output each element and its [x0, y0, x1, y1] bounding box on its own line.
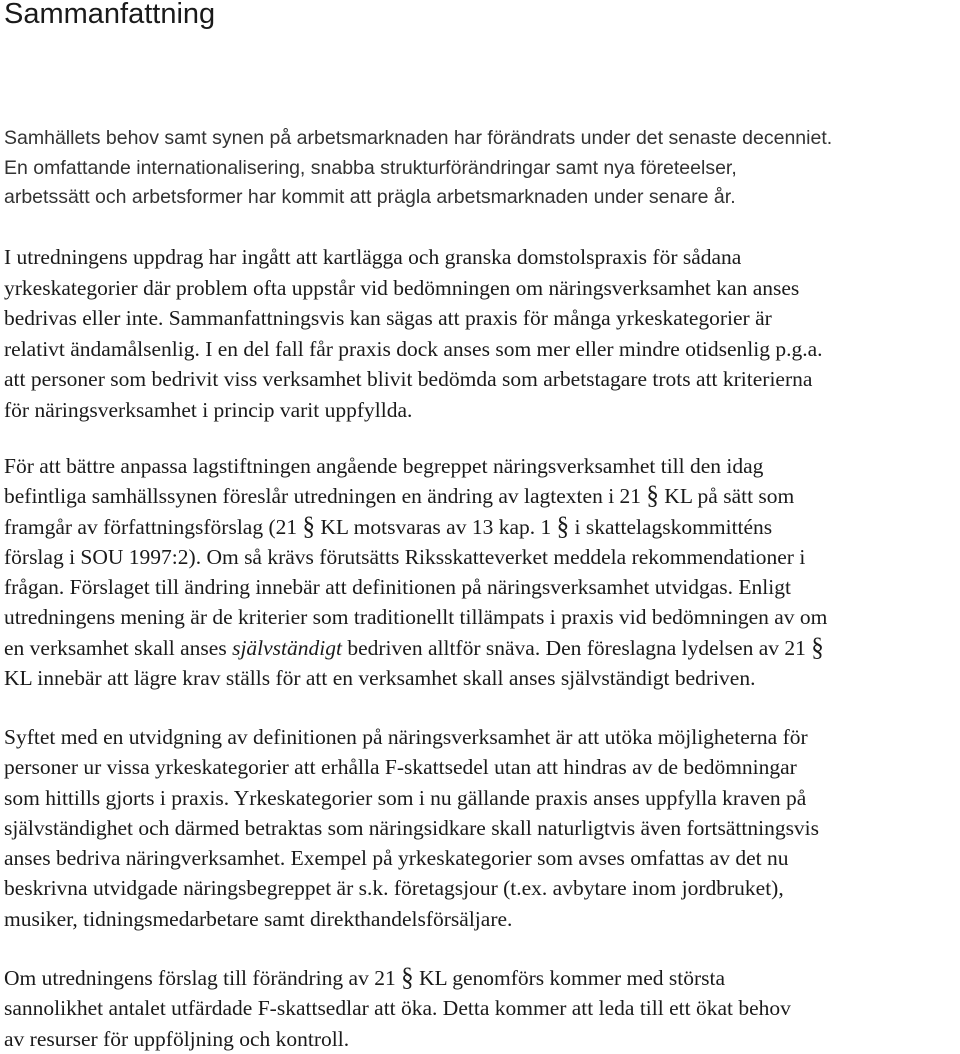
text-line: En omfattande internationalisering, snabba strukturförändringar samt nya företeelser, [4, 156, 737, 179]
section-sign: § [302, 511, 316, 541]
section-sign: § [811, 633, 824, 662]
text-line: för näringsverksamhet i princip varit uppfyllda. [4, 397, 413, 422]
text-line: att personer som bedrivit viss verksamhet blivit bedömda som arbetstagare trots att kriterierna [4, 367, 813, 392]
text-line: musiker, tidningsmedarbetare samt direkthandelsförsäljare. [4, 906, 513, 931]
paragraph-intro [4, 124, 954, 213]
text-line: beskrivna utvidgade näringsbegreppet är s.k. företagsjour (t.ex. avbytare inom jordbruket), [4, 876, 784, 901]
text-line: av resurser för uppföljning och kontroll. [4, 1026, 350, 1051]
text-line: framgår av författningsförslag (21 § KL motsvaras av 13 kap. 1 § i skattelagskommitténs [4, 512, 954, 542]
section-sign: § [646, 481, 659, 510]
text-line: frågan. Förslaget till ändring innebär att definitionen på näringsverksamhet utvidgas. Enligt [4, 575, 791, 600]
text-line: relativt ändamålsenlig. I en del fall får praxis dock anses som mer eller mindre otidsenlig p.g.a. [4, 336, 823, 361]
section-sign: § [401, 963, 414, 992]
text-line: en verksamhet skall anses självständigt bedriven alltför snäva. Den föreslagna lydelsen av 21 § [4, 633, 954, 663]
text-line: sannolikhet antalet utfärdade F-skattsedlar att öka. Detta kommer att leda till ett ökat behov [4, 996, 791, 1021]
text-line: anses bedriva näringverksamhet. Exempel på yrkeskategorier som avses omfattas av det nu [4, 846, 789, 871]
text-line: utredningens mening är de kriterier som traditionellt tillämpats i praxis vid bedömningen av om [4, 605, 828, 630]
paragraph-proposal [4, 451, 954, 693]
text-line: som hittills gjorts i praxis. Yrkeskategorier som i nu gällande praxis anses uppfylla kraven på [4, 785, 807, 810]
text-line: arbetssätt och arbetsformer har kommit att prägla arbetsmarknaden under senare år. [4, 186, 736, 208]
text-line: befintliga samhällssynen föreslår utredningen en ändring av lagtexten i 21 § KL på sätt som [4, 481, 954, 511]
text-line: yrkeskategorier där problem ofta uppstår vid bedömningen om näringsverksamhet kan anses [4, 275, 800, 300]
text-line: självständighet och därmed betraktas som näringsidkare skall naturligtvis även fortsättningsvis [4, 815, 820, 840]
text-line: KL innebär att lägre krav ställs för att en verksamhet skall anses självständigt bedriven. [4, 666, 756, 691]
paragraph-purpose [4, 722, 954, 934]
page-title: Sammanfattning [4, 0, 216, 30]
text-line: Om utredningens förslag till förändring av 21 § KL genomförs kommer med största [4, 963, 954, 993]
text-line: Syftet med en utvidgning av definitionen på näringsverksamhet är att utöka möjligheterna för [4, 725, 808, 749]
text-line: I utredningens uppdrag har ingått att kartlägga och granska domstolspraxis för sådana [4, 245, 742, 269]
paragraph-consequences [4, 963, 954, 1054]
text-line: förslag i SOU 1997:2). Om så krävs förutsätts Riksskatteverket meddela rekommendationer i [4, 544, 806, 569]
text-line: Samhällets behov samt synen på arbetsmarknaden har förändrats under det senaste decenniet. [4, 127, 833, 149]
paragraph-assignment [4, 242, 954, 426]
section-sign: § [556, 511, 570, 541]
text-line: För att bättre anpassa lagstiftningen angående begreppet näringsverksamhet till den idag [4, 454, 764, 478]
text-line: bedrivas eller inte. Sammanfattningsvis kan sägas att praxis för många yrkeskategorier är [4, 306, 772, 331]
text-line: personer ur vissa yrkeskategorier att erhålla F-skattsedel utan att hindras av de bedömningar [4, 755, 797, 780]
emphasis: självständigt [232, 635, 342, 660]
